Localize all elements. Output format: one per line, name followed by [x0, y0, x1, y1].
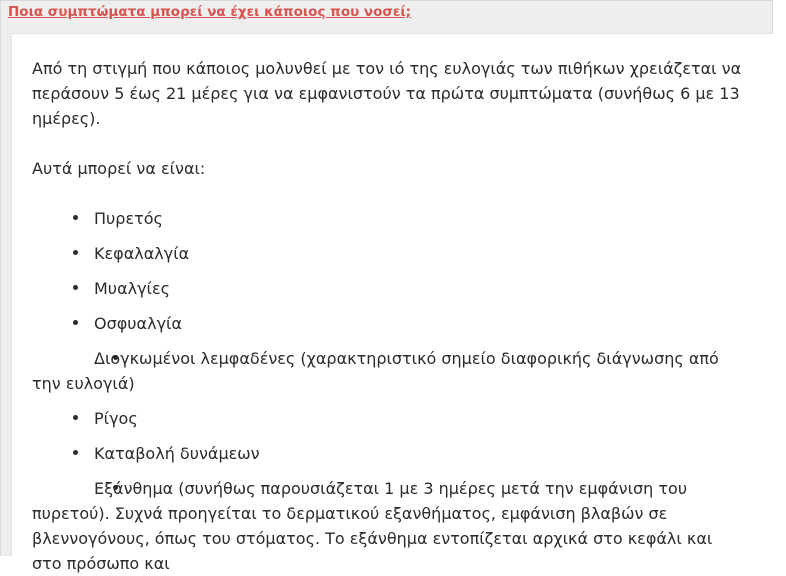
bullet-icon: [72, 311, 94, 336]
bullet-icon: [72, 476, 94, 501]
list-item: [32, 476, 743, 576]
symptom-text: Μυαλγίες: [94, 279, 170, 298]
lead-paragraph: Αυτά μπορεί να είναι:: [32, 159, 206, 178]
list-item: [72, 311, 743, 336]
bullet-icon: [72, 206, 94, 231]
bullet-icon: [72, 241, 94, 266]
list-item: [72, 441, 743, 466]
symptom-text: Πυρετός: [94, 209, 163, 228]
intro-paragraph: Από τη στιγμή που κάποιος μολυνθεί με τον ιό της ευλογιάς των πιθήκων χρειάζεται να περάσουν 5 έως 21 μέρες για να εμφανιστούν τα πρώτα συμπτώματα (συνήθως 6 με 13 ημέρες).: [32, 59, 742, 128]
bullet-icon: [72, 276, 94, 301]
symptom-list: [32, 206, 743, 576]
symptom-text: Εξάνθημα (συνήθως παρουσιάζεται 1 με 3 ημέρες μετά την εμφάνιση του πυρετού). Συχνά προηγείται το δερματικού εξανθήματος, εμφάνιση βλαβών σε βλεννογόνους, όπως του στόματος. Το εξάνθημα εντοπίζεται αρχικά στο κεφάλι και στο πρόσωπο και: [32, 479, 713, 573]
symptom-text: Καταβολή δυνάμεων: [94, 444, 260, 463]
bullet-icon: [72, 346, 94, 371]
list-item: [72, 241, 743, 266]
list-item: [72, 406, 743, 431]
list-item: [72, 206, 743, 231]
accordion-header[interactable]: [1, 1, 772, 33]
symptom-text: Κεφαλαλγία: [94, 244, 190, 263]
symptom-text: Ρίγος: [94, 409, 138, 428]
bullet-icon: [72, 406, 94, 431]
accordion-content: [11, 33, 773, 573]
symptom-text: Διογκωμένοι λεμφαδένες (χαρακτηριστικό σημείο διαφορικής διάγνωσης από την ευλογιά): [32, 349, 719, 393]
symptom-text: Οσφυαλγία: [94, 314, 182, 333]
list-item: [32, 346, 743, 396]
list-item: [72, 276, 743, 301]
accordion-title-link[interactable]: Ποια συμπτώματα μπορεί να έχει κάποιος που νοσεί;: [8, 4, 412, 20]
bullet-icon: [72, 441, 94, 466]
